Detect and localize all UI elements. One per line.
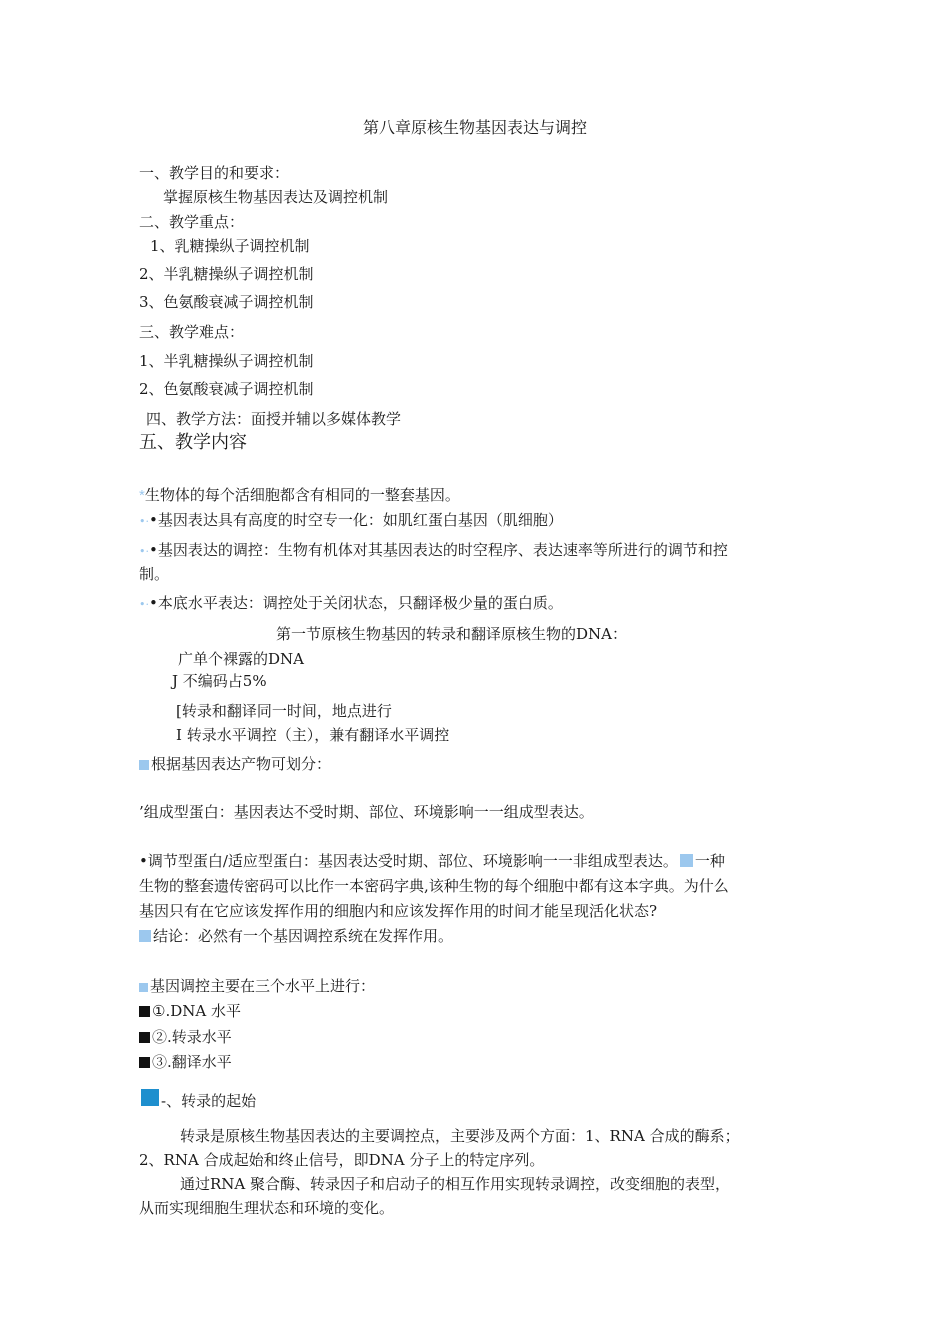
regulated-line-2: 生物的整套遗传密码可以比作一本密码字典,该种生物的每个细胞中都有这本字典。为什么 [139,877,729,895]
part-1-heading: -、转录的起始 [161,1092,257,1110]
s2-item: 3、色氨酸衰减子调控机制 [139,293,314,311]
bullet-text: •基因表达具有高度的时空专一化：如肌红蛋白基因（肌细胞） [149,511,563,529]
s4-heading: 四、教学方法：面授并辅以多媒体教学 [146,410,402,428]
s3-item: 2、色氨酸衰减子调控机制 [139,380,314,398]
s3-heading: 三、教学难点： [139,323,245,341]
levels-intro-text: 基因调控主要在三个水平上进行： [150,977,376,995]
square-bullet-icon [139,930,151,942]
conclusion-text: 结论：必然有一个基因调控系统在发挥作用。 [153,927,454,945]
bullet-line-1 [139,485,460,506]
black-square-icon [139,1006,150,1017]
level-item [139,1027,232,1047]
dot-marker: •· [139,545,149,558]
s1-text: 掌握原核生物基因表达及调控机制 [163,188,389,206]
black-square-icon [139,1057,150,1068]
s5-heading: 五、教学内容 [139,432,247,453]
page-title: 第八章原核生物基因表达与调控 [362,118,587,137]
dna-line: 广单个裸露的DNA [178,650,304,668]
bullet-text: •本底水平表达：调控处于关闭状态，只翻译极少量的蛋白质。 [149,594,563,612]
regulated-text: •调节型蛋白/适应型蛋白：基因表达受时期、部位、环境影响一一非组成型表达。 [139,852,678,870]
paragraph-line: 2、RNA 合成起始和终止信号，即DNA 分子上的特定序列。 [139,1151,545,1169]
conclusion-line [139,926,453,946]
paragraph-line: 转录是原核生物基因表达的主要调控点，主要涉及两个方面：1、RNA 合成的酶系； [180,1127,740,1145]
s2-item: 2、半乳糖操纵子调控机制 [139,265,314,283]
paragraph-line: 从而实现细胞生理状态和环境的变化。 [139,1199,395,1217]
bullet-line-3 [139,540,728,562]
s2-heading: 二、教学重点： [139,213,245,231]
blue-square-icon [141,1089,159,1106]
constitutive-line: ’组成型蛋白：基因表达不受时期、部位、环境影响一一组成型表达。 [139,803,594,821]
dna-line: J 不编码占5% [172,672,267,690]
bullet-line-4 [139,593,563,615]
regulated-text: 一种 [694,852,725,870]
bullet-line-2 [139,510,563,532]
dna-line: I 转录水平调控（主），兼有翻译水平调控 [176,726,450,744]
s2-item: 1、乳糖操纵子调控机制 [150,237,310,255]
regulated-line-3: 基因只有在它应该发挥作用的细胞内和应该发挥作用的时间才能呈现活化状态? [139,902,658,920]
classify-line [139,754,331,774]
s1-heading: 一、教学目的和要求： [139,164,290,182]
square-bullet-icon [139,983,148,992]
asterisk-marker: * [139,487,145,504]
regulated-line-1 [139,851,725,871]
dna-line: [转录和翻译同一时间，地点进行 [176,702,392,720]
level-text: ③.翻译水平 [152,1053,232,1071]
paragraph-line: 通过RNA 聚合酶、转录因子和启动子的相互作用实现转录调控，改变细胞的表型， [180,1175,731,1193]
classify-text: 根据基因表达产物可划分： [151,755,332,773]
dot-marker: •· [139,515,149,528]
level-item [139,1001,241,1021]
level-item [139,1052,232,1072]
bullet-text: •基因表达的调控：生物有机体对其基因表达的时空程序、表达速率等所进行的调节和控 [149,541,728,559]
section-1-title: 第一节原核生物基因的转录和翻译原核生物的DNA： [276,625,627,643]
square-bullet-icon [139,760,149,770]
bullet-line-3-cont: 制。 [139,565,170,583]
black-square-icon [139,1032,150,1043]
level-text: ②.转录水平 [152,1028,232,1046]
bullet-text: 生物体的每个活细胞都含有相同的一整套基因。 [144,486,460,504]
levels-intro [139,976,375,996]
square-bullet-icon [680,854,693,867]
s3-item: 1、半乳糖操纵子调控机制 [139,352,314,370]
dot-marker: •· [139,598,149,611]
level-text: ①.DNA 水平 [152,1002,241,1020]
